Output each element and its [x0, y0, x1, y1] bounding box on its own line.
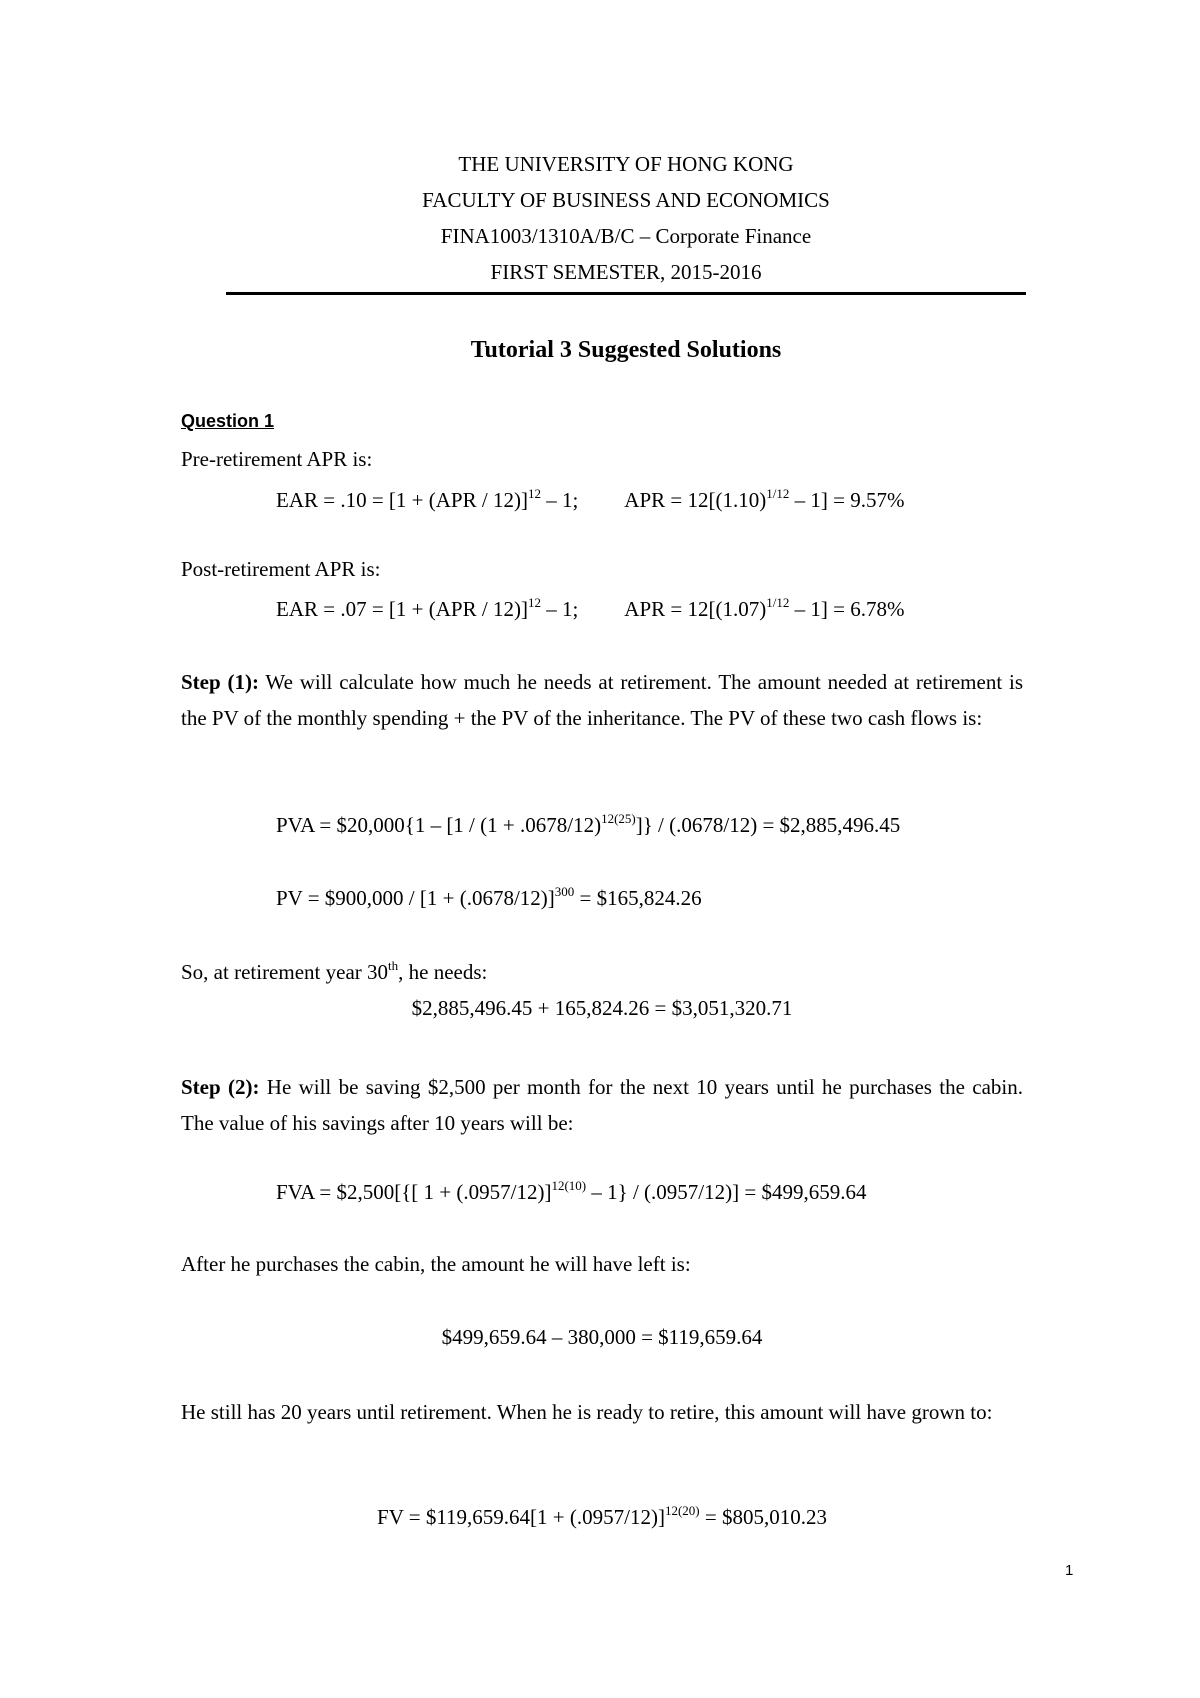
pva-exp: 12(25) [601, 811, 636, 826]
step2-label: Step (2): [181, 1075, 260, 1099]
post-apr-tail: – 1] = 6.78% [789, 597, 905, 621]
fva-equation [276, 1180, 866, 1205]
post-ear-tail: – 1; [540, 597, 579, 621]
page-number: 1 [1065, 1562, 1074, 1579]
retirement-need-line [181, 960, 487, 985]
pre-retirement-equation [276, 488, 904, 513]
pv-equation [276, 886, 702, 911]
step1-paragraph [181, 664, 1023, 736]
pva-b: ]} / (.0678/12) = $2,885,496.45 [635, 813, 901, 837]
pv-exp: 300 [554, 884, 575, 899]
retirement-sum: $2,885,496.45 + 165,824.26 = $3,051,320.71 [411, 996, 793, 1020]
post-apr-exp: 1/12 [766, 595, 790, 610]
pre-apr-exp: 1/12 [766, 486, 790, 501]
step2-text: He will be saving $2,500 per month for the next 10 years until he purchases the cabin. The value of his savings after 10 years will be: [181, 1075, 1023, 1135]
pva-equation [276, 813, 900, 838]
header-faculty: FACULTY OF BUSINESS AND ECONOMICS [422, 188, 830, 212]
step1-label: Step (1): [181, 670, 259, 694]
remaining-amount: $499,659.64 – 380,000 = $119,659.64 [441, 1325, 763, 1349]
post-ear-exp: 12 [527, 595, 541, 610]
pre-apr-lhs: APR = 12[(1.10) [624, 488, 767, 512]
fv-b: = $805,010.23 [699, 1505, 827, 1529]
step1-text: We will calculate how much he needs at retirement. The amount needed at retirement is the PV of the monthly spending + the PV of the inheritance. The PV of these two cash flows is: [181, 670, 1023, 730]
header-semester: FIRST SEMESTER, 2015-2016 [490, 260, 762, 284]
growth-paragraph: He still has 20 years until retirement. When he is ready to retire, this amount will have grown to: [181, 1400, 993, 1424]
pre-ear-lhs: EAR = .10 = [1 + (APR / 12)] [276, 488, 528, 512]
after-purchase-line: After he purchases the cabin, the amount he will have left is: [181, 1252, 691, 1276]
post-ear-lhs: EAR = .07 = [1 + (APR / 12)] [276, 597, 528, 621]
step2-paragraph [181, 1069, 1023, 1141]
fva-a: FVA = $2,500[{[ 1 + (.0957/12)] [276, 1180, 552, 1204]
post-retirement-equation [276, 597, 904, 622]
header-rule [226, 292, 1026, 295]
fv-a: FV = $119,659.64[1 + (.0957/12)] [377, 1505, 665, 1529]
pv-b: = $165,824.26 [574, 886, 702, 910]
so-exp: th [388, 958, 399, 973]
so-a: So, at retirement year 30 [181, 960, 389, 984]
pv-a: PV = $900,000 / [1 + (.0678/12)] [276, 886, 555, 910]
fva-exp: 12(10) [551, 1178, 587, 1193]
pre-apr-tail: – 1] = 9.57% [789, 488, 905, 512]
so-b: , he needs: [398, 960, 488, 984]
fv-equation [181, 1505, 1023, 1530]
pre-retirement-label: Pre-retirement APR is: [181, 447, 373, 471]
pre-ear-exp: 12 [527, 486, 541, 501]
fv-exp: 12(20) [664, 1503, 700, 1518]
header-course: FINA1003/1310A/B/C – Corporate Finance [440, 224, 812, 248]
header-university: THE UNIVERSITY OF HONG KONG [458, 152, 794, 176]
pre-ear-tail: – 1; [540, 488, 579, 512]
pva-a: PVA = $20,000{1 – [1 / (1 + .0678/12) [276, 813, 602, 837]
document-title: Tutorial 3 Suggested Solutions [470, 337, 782, 363]
question-heading: Question 1 [181, 411, 275, 431]
post-retirement-label: Post-retirement APR is: [181, 557, 381, 581]
post-apr-lhs: APR = 12[(1.07) [624, 597, 767, 621]
fva-b: – 1} / (.0957/12)] = $499,659.64 [586, 1180, 867, 1204]
